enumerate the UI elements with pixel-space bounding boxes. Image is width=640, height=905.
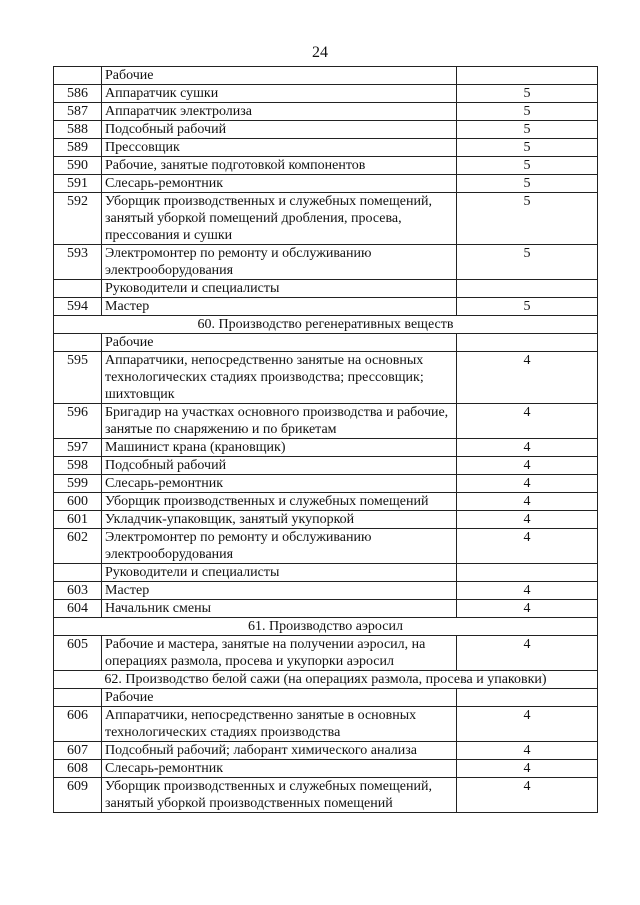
profession-name: Машинист крана (крановщик) — [102, 439, 457, 457]
table-row — [54, 457, 598, 475]
row-value: 5 — [457, 298, 598, 316]
row-number: 590 — [54, 157, 102, 175]
row-value: 4 — [457, 600, 598, 618]
table-row — [54, 778, 598, 813]
row-value: 5 — [457, 245, 598, 280]
row-number: 592 — [54, 193, 102, 245]
row-value: 4 — [457, 529, 598, 564]
row-value: 4 — [457, 457, 598, 475]
page-number: 24 — [312, 44, 328, 61]
row-number: 602 — [54, 529, 102, 564]
profession-name: Аппаратчики, непосредственно занятые в основных технологических стадиях производства — [102, 707, 457, 742]
row-value: 4 — [457, 493, 598, 511]
row-number: 597 — [54, 439, 102, 457]
row-value: 4 — [457, 511, 598, 529]
table-row — [54, 529, 598, 564]
category-label: Рабочие — [102, 67, 457, 85]
profession-name: Подсобный рабочий — [102, 121, 457, 139]
row-number: 605 — [54, 636, 102, 671]
table-row — [54, 193, 598, 245]
category-subheader-row — [54, 334, 598, 352]
table-row — [54, 511, 598, 529]
profession-name: Рабочие, занятые подготовкой компонентов — [102, 157, 457, 175]
empty-value-cell — [457, 67, 598, 85]
section-header-row — [54, 671, 598, 689]
empty-value-cell — [457, 564, 598, 582]
table-row — [54, 404, 598, 439]
profession-table — [53, 66, 598, 813]
row-number: 607 — [54, 742, 102, 760]
section-header-row — [54, 316, 598, 334]
profession-name: Уборщик производственных и служебных помещений, занятый уборкой производственных помещений — [102, 778, 457, 813]
profession-name: Аппаратчик электролиза — [102, 103, 457, 121]
table-row — [54, 475, 598, 493]
row-number: 595 — [54, 352, 102, 404]
table-row — [54, 636, 598, 671]
profession-name: Электромонтер по ремонту и обслуживанию электрооборудования — [102, 529, 457, 564]
row-number: 587 — [54, 103, 102, 121]
table-row — [54, 245, 598, 280]
row-number: 601 — [54, 511, 102, 529]
table-row — [54, 85, 598, 103]
row-number: 598 — [54, 457, 102, 475]
category-subheader-row — [54, 564, 598, 582]
profession-name: Уборщик производственных и служебных помещений — [102, 493, 457, 511]
row-number: 591 — [54, 175, 102, 193]
table-row — [54, 493, 598, 511]
row-value: 5 — [457, 193, 598, 245]
empty-number-cell — [54, 564, 102, 582]
row-value: 4 — [457, 760, 598, 778]
empty-number-cell — [54, 334, 102, 352]
table-row — [54, 582, 598, 600]
profession-name: Уборщик производственных и служебных помещений, занятый уборкой помещений дробления, просева, прессования и сушки — [102, 193, 457, 245]
table-row — [54, 742, 598, 760]
row-value: 5 — [457, 121, 598, 139]
category-label: Руководители и специалисты — [102, 564, 457, 582]
table-row — [54, 157, 598, 175]
profession-name: Аппаратчики, непосредственно занятые на основных технологических стадиях производства; прессовщик; шихтовщик — [102, 352, 457, 404]
row-number: 593 — [54, 245, 102, 280]
row-number: 586 — [54, 85, 102, 103]
empty-number-cell — [54, 689, 102, 707]
category-subheader-row — [54, 280, 598, 298]
row-number: 604 — [54, 600, 102, 618]
row-value: 4 — [457, 742, 598, 760]
row-number: 589 — [54, 139, 102, 157]
section-title: 61. Производство аэросил — [54, 618, 598, 636]
row-number: 588 — [54, 121, 102, 139]
category-label: Руководители и специалисты — [102, 280, 457, 298]
row-value: 5 — [457, 175, 598, 193]
row-number: 600 — [54, 493, 102, 511]
row-value: 5 — [457, 157, 598, 175]
row-number: 599 — [54, 475, 102, 493]
profession-name: Бригадир на участках основного производства и рабочие, занятые по снаряжению и по брикетам — [102, 404, 457, 439]
table-row — [54, 707, 598, 742]
profession-name: Слесарь-ремонтник — [102, 175, 457, 193]
empty-number-cell — [54, 280, 102, 298]
section-title: 60. Производство регенеративных веществ — [54, 316, 598, 334]
table-row — [54, 103, 598, 121]
category-subheader-row — [54, 67, 598, 85]
row-number: 609 — [54, 778, 102, 813]
row-value: 4 — [457, 582, 598, 600]
table-row — [54, 600, 598, 618]
profession-name: Укладчик-упаковщик, занятый укупоркой — [102, 511, 457, 529]
profession-name: Подсобный рабочий — [102, 457, 457, 475]
profession-name: Начальник смены — [102, 600, 457, 618]
empty-number-cell — [54, 67, 102, 85]
row-value: 5 — [457, 103, 598, 121]
empty-value-cell — [457, 334, 598, 352]
profession-name: Электромонтер по ремонту и обслуживанию электрооборудования — [102, 245, 457, 280]
profession-name: Мастер — [102, 582, 457, 600]
table-row — [54, 298, 598, 316]
row-value: 4 — [457, 439, 598, 457]
profession-name: Подсобный рабочий; лаборант химического анализа — [102, 742, 457, 760]
row-value: 4 — [457, 707, 598, 742]
profession-name: Рабочие и мастера, занятые на получении аэросил, на операциях размола, просева и укупорки аэросил — [102, 636, 457, 671]
row-value: 4 — [457, 636, 598, 671]
section-header-row — [54, 618, 598, 636]
profession-name: Мастер — [102, 298, 457, 316]
table-row — [54, 760, 598, 778]
row-number: 594 — [54, 298, 102, 316]
empty-value-cell — [457, 689, 598, 707]
row-number: 596 — [54, 404, 102, 439]
row-value: 5 — [457, 85, 598, 103]
row-number: 608 — [54, 760, 102, 778]
row-number: 606 — [54, 707, 102, 742]
category-label: Рабочие — [102, 689, 457, 707]
category-label: Рабочие — [102, 334, 457, 352]
table-body — [54, 67, 598, 813]
profession-name: Прессовщик — [102, 139, 457, 157]
table-row — [54, 139, 598, 157]
row-value: 5 — [457, 139, 598, 157]
row-number: 603 — [54, 582, 102, 600]
section-title: 62. Производство белой сажи (на операциях размола, просева и упаковки) — [54, 671, 598, 689]
row-value: 4 — [457, 778, 598, 813]
row-value: 4 — [457, 352, 598, 404]
profession-name: Слесарь-ремонтник — [102, 475, 457, 493]
table-row — [54, 352, 598, 404]
category-subheader-row — [54, 689, 598, 707]
empty-value-cell — [457, 280, 598, 298]
profession-name: Аппаратчик сушки — [102, 85, 457, 103]
table-row — [54, 439, 598, 457]
row-value: 4 — [457, 404, 598, 439]
profession-name: Слесарь-ремонтник — [102, 760, 457, 778]
row-value: 4 — [457, 475, 598, 493]
table-row — [54, 121, 598, 139]
table-row — [54, 175, 598, 193]
